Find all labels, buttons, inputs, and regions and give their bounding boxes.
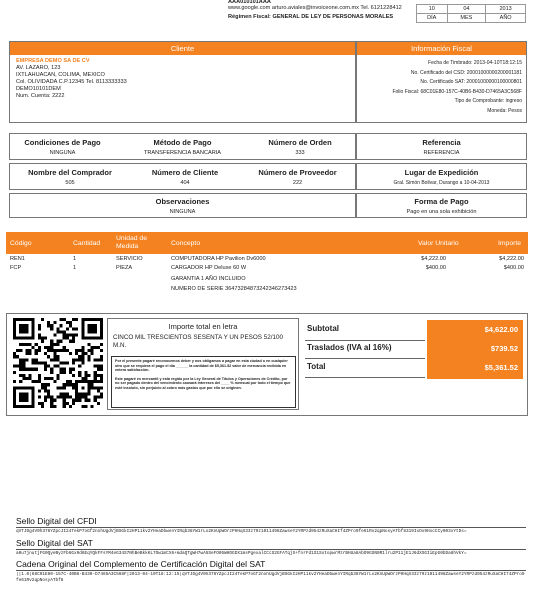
comprador-label: Nombre del Comprador	[28, 168, 112, 177]
orden-value: 333	[295, 150, 305, 156]
contact-line: www.google.com arturo.aviales@invoiceone.com.mx Tel. 6121228412	[228, 5, 402, 11]
regimen-fiscal: Régimen Fiscal: GENERAL DE LEY DE PERSONAS MORALES	[228, 14, 394, 20]
cliente-line: Num. Cuenta: 2222	[16, 93, 65, 99]
referencia-box	[356, 133, 527, 160]
totals-values	[427, 320, 523, 379]
condiciones-value: NINGUNA	[49, 150, 76, 156]
traslados-value: $739.52	[490, 344, 518, 353]
cliente-title: Cliente	[10, 42, 355, 55]
table-row: REN1 1 SERVICIO COMPUTADORA HP Pavilion Dv6000 $4,222.00 $4,222.00	[10, 256, 524, 262]
sello-cfdi-value: qVTJDg4V0h376YZpcJI24TekP7oGf2nohUgdVjBSGkI2HP11kv2YHeaDbwenYIRqb38YW1rLo2KnUpWOrzPHHqX33z79z1011498ZawseY2YRPzd954zRuSaCHIf4ZPro9fe61Rv2qpNosyATbf8319IxOx9HxcCCy003xYtDs=	[16, 529, 467, 534]
letra-title: Importe total en letra	[168, 322, 238, 331]
date-month: 04	[447, 5, 486, 14]
info-fiscal-box	[356, 41, 527, 123]
proveedor-value: 222	[292, 180, 303, 186]
date-month-label: MES	[447, 14, 486, 23]
total-value: $5,361.52	[484, 363, 518, 372]
cliente-line: AV. LAZARO, 123	[16, 65, 61, 71]
header-valor-unitario: Valor Unitario	[418, 240, 459, 247]
cliente-line: IXTLAHUACAN, COLIMA, MEXICO	[16, 72, 105, 78]
subtotal-label: Subtotal	[307, 324, 339, 333]
metodo-value: TRANSFERENCIA BANCARIA	[143, 150, 222, 156]
lugar-value: Gral. Simón Bolivar, Durango a 10-04-2013	[393, 180, 490, 186]
numero-cliente-label: Número de Cliente	[151, 168, 219, 177]
observaciones-value: NINGUNA	[169, 209, 196, 215]
header-importe: Importe	[498, 240, 522, 247]
lugar-label: Lugar de Expedición	[404, 168, 479, 177]
pago-info-box	[9, 133, 356, 160]
forma-pago-label: Forma de Pago	[414, 197, 469, 206]
table-row: FCP 1 PIEZA CARGADOR HP Deluxe 60 W $400.00 $400.00	[10, 265, 524, 271]
info-fiscal-line: No. Certificado del CSD: 20001000000200001181	[410, 69, 522, 76]
importe-letra-box	[107, 318, 299, 410]
info-fiscal-line: No. Certificado SAT: 20001000000100000801	[420, 79, 522, 85]
sellos-section	[16, 516, 526, 583]
observaciones-label: Observaciones	[155, 197, 210, 206]
date-day: 10	[417, 5, 448, 14]
info-fiscal-line: Moneda: Pesos	[487, 107, 522, 114]
orden-label: Número de Orden	[268, 138, 332, 147]
cliente-line: DEMO10101DEM	[16, 86, 61, 92]
date-year: 2013	[486, 5, 526, 14]
lugar-box	[356, 163, 527, 190]
observaciones-box	[9, 193, 356, 218]
date-box	[416, 4, 526, 23]
rfc-line: AAA010101AAA	[228, 0, 271, 5]
table-row: NUMERO DE SERIE 36473284873242346273423	[171, 286, 297, 292]
forma-pago-value: Pago en una sola exhibición	[406, 209, 477, 215]
info-fiscal-line: Fecha de Timbrado: 2013-04-10T18:12:15	[428, 60, 522, 66]
date-year-label: AÑO	[486, 14, 526, 23]
header-concepto: Concepto	[171, 240, 201, 247]
table-row: GARANTIA 1 AÑO INCLUIDO	[171, 276, 246, 282]
numero-cliente-value: 404	[180, 180, 190, 186]
referencia-label: Referencia	[422, 138, 461, 147]
letra-value: CINCO MIL TRESCIENTOS SESENTA Y UN PESOS 52/100 M.N.	[113, 334, 283, 349]
qr-code-icon	[13, 318, 103, 408]
sello-cfdi-label: Sello Digital del CFDI	[16, 516, 97, 526]
comprador-value: 505	[65, 180, 75, 186]
pagare-text-2: Este pagaré es mercantil y está regido por la Ley General de Títulos y Operaciones de Crédito, por no ser pagado dentro del vencimiento causará intereses del ____ % mensual por todo el tiempo que esté insoluto, sin perjuicio al cobro más gastos que por ello se originen.	[115, 376, 291, 390]
subtotal-value: $4,622.00	[484, 325, 518, 334]
forma-pago-box	[356, 193, 527, 218]
traslados-label: Traslados (IVA al 16%)	[307, 343, 392, 352]
total-label: Total	[307, 362, 326, 371]
info-fiscal-title: Información Fiscal	[357, 42, 526, 55]
items-header	[6, 232, 528, 254]
condiciones-label: Condiciones de Pago	[24, 138, 101, 147]
cliente-company: EMPRESA DEMO SA DE CV	[16, 58, 90, 64]
totals-labels	[307, 324, 427, 381]
info-fiscal-line: Folio Fiscal: 68C01E80-157C-40B6-B430-D7465A3C568F	[392, 88, 522, 95]
sello-sat-value: a0u7jnutjFG0QyeByzFb6Gx9d6EqYQkFFsYM4eG34S7NhBeBkkKL7Ow1mCX6+mdaQTgWH7wA5SeFO05WHDGDX1msPgexalCCcS2GFATqjS+fnrFd1S1SotopwrMzrBHUa8AbO9GSN0R1lru2P11jE1J6dXSGIiEpG0bDa8hVkY=	[16, 550, 467, 556]
cliente-box	[9, 41, 356, 123]
metodo-label: Método de Pago	[153, 138, 212, 147]
referencia-value: REFERENCIA	[423, 150, 460, 156]
header-cantidad: Cantidad	[73, 240, 101, 247]
pagare-box	[111, 356, 296, 408]
header-codigo: Código	[10, 240, 32, 247]
pagare-text-1: Por el presente pagaré reconocemos deber y nos obligamos a pagar en esta ciudad o en cualquier otro que se requiera el pago el día ______ la cantidad de $5,361.52 valor de mercancía recibida en entera satisfacción.	[115, 359, 288, 372]
totals-section	[6, 313, 528, 416]
info-fiscal-line: Tipo de Comprobante: ingreso	[454, 98, 522, 104]
date-day-label: DÍA	[417, 14, 448, 23]
sello-sat-label: Sello Digital del SAT	[16, 537, 93, 548]
cadena-original-value: ||1.0|68C01E80-157C-40B6-B430-D7465A3C568F|2013-04-10T18:12:15|qVTJDg4V0h376YZpcJI24TekP7oGf2nohUgdVjBSGkI2HP11kv2YHeaDbwenYIRqb38YW1rLo2KnUpWOrzPHHqX33z79z1011498ZawseY2YRPzd954zRuSaCHIf4ZPro9fe61Rv2qpNosyATbf8	[16, 572, 525, 583]
cadena-original-label: Cadena Original del Complemento de Certificación Digital del SAT	[16, 559, 266, 569]
cliente-line: Col. OLIVIDADA C.P.12345 Tel. 8113333333	[16, 79, 127, 85]
comprador-info-box	[9, 163, 356, 190]
proveedor-label: Número de Proveedor	[258, 168, 337, 177]
header-unidad: Unidad de Medida	[116, 235, 147, 250]
